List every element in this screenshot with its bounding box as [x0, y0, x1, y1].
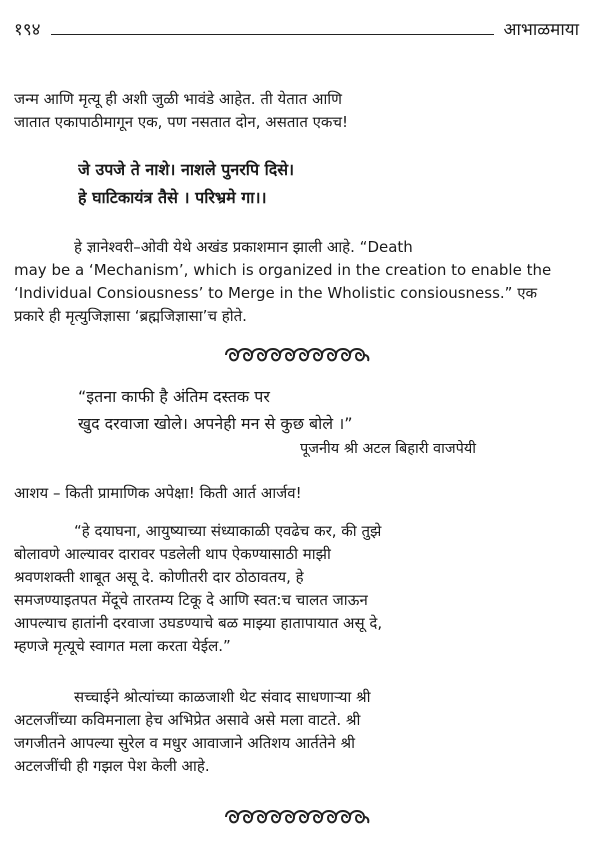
ornament-flourish	[222, 344, 372, 366]
text-line: म्हणजे मृत्यूचे स्वागत मला करता येईल.”	[14, 637, 231, 655]
header-rule	[51, 34, 494, 35]
hindi-poem-quote	[78, 383, 353, 437]
page-header	[14, 14, 579, 40]
paragraph-conclusion	[14, 686, 584, 778]
text-line: आपल्याच हातांनी दरवाजा उघडण्याचे बळ माझ्या हातापायात असू दे,	[14, 614, 383, 632]
text-line: जातात एकापाठीमागून एक, पण नसतात दोन, असतात एकच!	[14, 113, 348, 131]
text-line: आशय – किती प्रामाणिक अपेक्षा! किती आर्त आर्जव!	[14, 484, 302, 502]
text-line: अटलजींची ही गझल पेश केली आहे.	[14, 757, 210, 775]
page-number: १९४	[14, 20, 41, 40]
text-line: हे ज्ञानेश्वरी–ओवी येथे अखंड प्रकाशमान झाली आहे. “Death	[74, 238, 413, 256]
dnyaneshwari-verse	[78, 156, 294, 212]
section-divider-ornament	[222, 806, 372, 828]
text-line: बोलावणे आल्यावर दारावर पडलेली थाप ऐकण्यासाठी माझी	[14, 545, 331, 563]
quote-line: खुद दरवाजा खोले। अपनेही मन से कुछ बोले ।”	[78, 414, 353, 433]
text-line: ‘Individual Consiousness’ to Merge in the Wholistic consiousness.” एक	[14, 284, 538, 302]
text-line: जगजीतने आपल्या सुरेल व मधुर आवाजाने अतिशय आर्ततेने श्री	[14, 734, 355, 752]
verse-line: हे घाटिकायंत्र तैसे । परिभ्रमे गा।।	[78, 188, 267, 207]
text-line: may be a ‘Mechanism’, which is organized in the creation to enable the	[14, 261, 552, 279]
text-line: अटलजींच्या कविमनाला हेच अभिप्रेत असावे असे मला वाटते. श्री	[14, 711, 361, 729]
text-line: जन्म आणि मृत्यू ही अशी जुळी भावंडे आहेत. ती येतात आणि	[14, 90, 343, 108]
ornament-flourish	[222, 806, 372, 828]
poem-attribution: पूजनीय श्री अटल बिहारी वाजपेयी	[300, 441, 477, 457]
text-line: सच्चाईने श्रोत्यांच्या काळजाशी थेट संवाद साधणाऱ्या श्री	[74, 688, 371, 706]
paragraph-intro	[14, 88, 584, 134]
text-line: “हे दयाघना, आयुष्याच्या संध्याकाळी एवढेच कर, की तुझे	[74, 522, 382, 540]
text-line: श्रवणशक्ती शाबूत असू दे. कोणीतरी दार ठोठावतय, हे	[14, 568, 304, 586]
verse-line: जे उपजे ते नाशे। नाशले पुनरपि दिसे।	[78, 160, 295, 179]
text-line: समजण्याइतपत मेंदूचे तारतम्य टिकू दे आणि स्वत:च चालत जाऊन	[14, 591, 368, 609]
book-title: आभाळमाया	[503, 20, 579, 40]
section-divider-ornament	[222, 344, 372, 366]
quote-line: “इतना काफी है अंतिम दस्तक पर	[78, 387, 270, 406]
paragraph-prayer	[14, 520, 584, 658]
paragraph-death-mechanism	[14, 236, 584, 328]
text-line: प्रकारे ही मृत्युजिज्ञासा ‘ब्रह्मजिज्ञासा’च होते.	[14, 307, 247, 325]
paragraph-meaning	[14, 482, 584, 505]
